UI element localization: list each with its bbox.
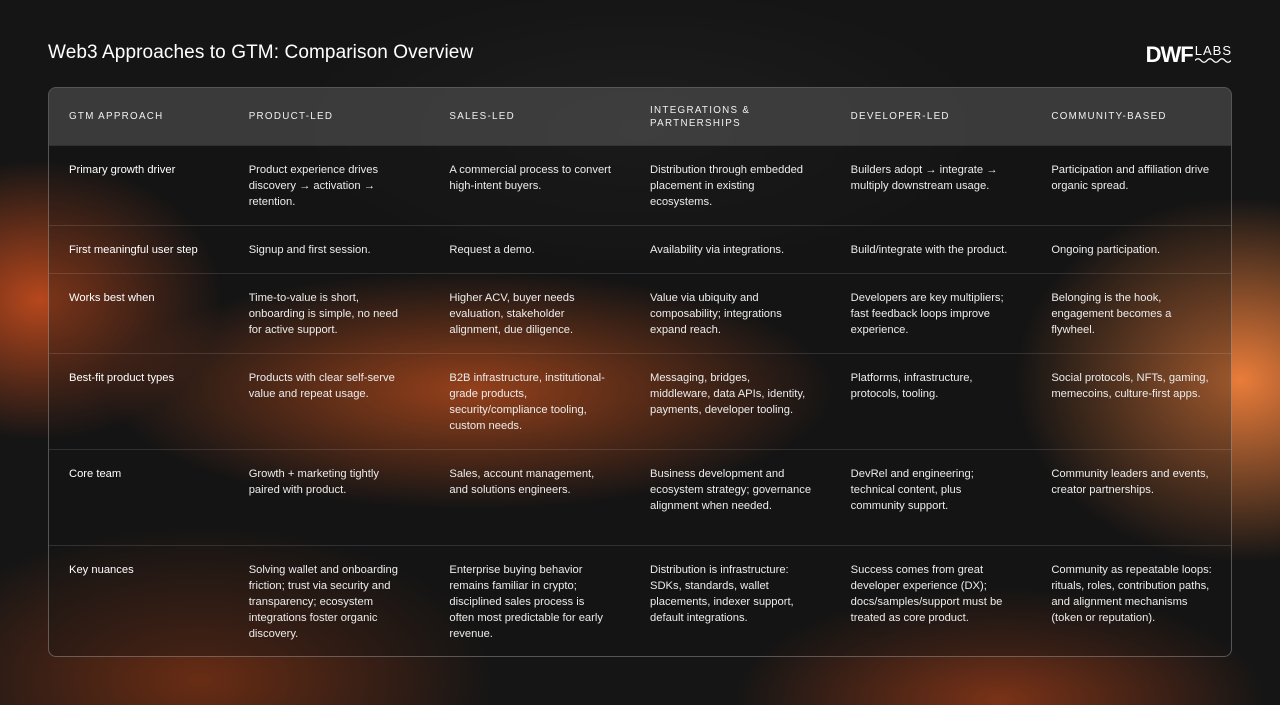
table-row — [49, 353, 1231, 449]
table-cell: Product experience drives discovery → activation → retention. — [248, 164, 379, 208]
row-label: Best-fit product types — [69, 372, 175, 384]
table-cell: Messaging, bridges, middleware, data APIs, identity, payments, developer tooling. — [650, 372, 806, 416]
table-header-row — [49, 88, 1231, 145]
header-integrations-partnerships: INTEGRATIONS & PARTNERSHIPS — [650, 104, 751, 129]
row-label: Key nuances — [69, 564, 134, 576]
row-label: First meaningful user step — [69, 244, 198, 256]
table-cell: Participation and affiliation drive organic spread. — [1051, 164, 1210, 192]
table-cell: Availability via integrations. — [650, 244, 785, 256]
table-cell: DevRel and engineering; technical content, plus community support. — [850, 468, 974, 512]
table-cell: Belonging is the hook, engagement becomes a flywheel. — [1051, 292, 1172, 336]
table-cell: Business development and ecosystem strategy; governance alignment when needed. — [650, 468, 812, 512]
logo-secondary — [1195, 44, 1232, 57]
row-label: Primary growth driver — [69, 164, 176, 176]
table-cell: Community leaders and events, creator partnerships. — [1051, 468, 1209, 496]
row-label: Core team — [69, 468, 122, 480]
table-cell: Value via ubiquity and composability; integrations expand reach. — [650, 292, 782, 336]
table-cell: Request a demo. — [449, 244, 535, 256]
table-row — [49, 545, 1231, 656]
table-row — [49, 449, 1231, 545]
table-cell: Time-to-value is short, onboarding is simple, no need for active support. — [248, 292, 398, 336]
row-label: Works best when — [69, 292, 155, 304]
table-cell: Developers are key multipliers; fast feedback loops improve experience. — [850, 292, 1004, 336]
table-cell: B2B infrastructure, institutional-grade products, security/compliance tooling, custom needs. — [449, 372, 605, 432]
logo-secondary-text: LABS — [1194, 43, 1232, 58]
header-gtm-approach: GTM APPROACH — [69, 111, 164, 122]
header-product-led: PRODUCT-LED — [248, 111, 334, 122]
table-cell: Social protocols, NFTs, gaming, memecoins, culture-first apps. — [1051, 372, 1209, 400]
table-cell: Success comes from great developer experience (DX); docs/samples/support must be treated as core product. — [850, 564, 1003, 624]
header-sales-led: SALES-LED — [449, 111, 515, 122]
table-cell: Higher ACV, buyer needs evaluation, stakeholder alignment, due diligence. — [449, 292, 575, 336]
table-row — [49, 225, 1231, 273]
table-cell: A commercial process to convert high-intent buyers. — [449, 164, 612, 192]
table-cell: Platforms, infrastructure, protocols, tooling. — [850, 372, 973, 400]
table-cell: Community as repeatable loops: rituals, roles, contribution paths, and alignment mechanisms (token or reputation). — [1051, 564, 1212, 624]
table-cell: Build/integrate with the product. — [850, 244, 1008, 256]
dwf-wave-icon — [1195, 57, 1231, 64]
table-cell: Signup and first session. — [248, 244, 371, 256]
page-title: Web3 Approaches to GTM: Comparison Overview — [48, 42, 474, 63]
table-cell: Distribution through embedded placement in existing ecosystems. — [650, 164, 804, 208]
table-cell: Distribution is infrastructure: SDKs, standards, wallet placements, indexer support, default integrations. — [650, 564, 794, 624]
table-cell: Builders adopt → integrate → multiply downstream usage. — [850, 164, 998, 192]
logo-primary: DWF — [1145, 42, 1193, 67]
comparison-table — [48, 87, 1232, 657]
dwf-labs-logo — [1146, 44, 1232, 68]
table-cell: Growth + marketing tightly paired with product. — [248, 468, 379, 496]
table-cell: Sales, account management, and solutions engineers. — [449, 468, 595, 496]
table-cell: Ongoing participation. — [1051, 244, 1161, 256]
table-row — [49, 273, 1231, 353]
table-cell: Solving wallet and onboarding friction; trust via security and transparency; ecosystem integrations foster organic discovery. — [248, 564, 398, 640]
header-community-based: COMMUNITY-BASED — [1051, 111, 1167, 122]
table-row — [49, 145, 1231, 225]
table-cell: Enterprise buying behavior remains familiar in crypto; disciplined sales process is often most predictable for early revenue. — [449, 564, 603, 640]
header-developer-led: DEVELOPER-LED — [850, 111, 950, 122]
table-cell: Products with clear self-serve value and repeat usage. — [248, 372, 395, 400]
